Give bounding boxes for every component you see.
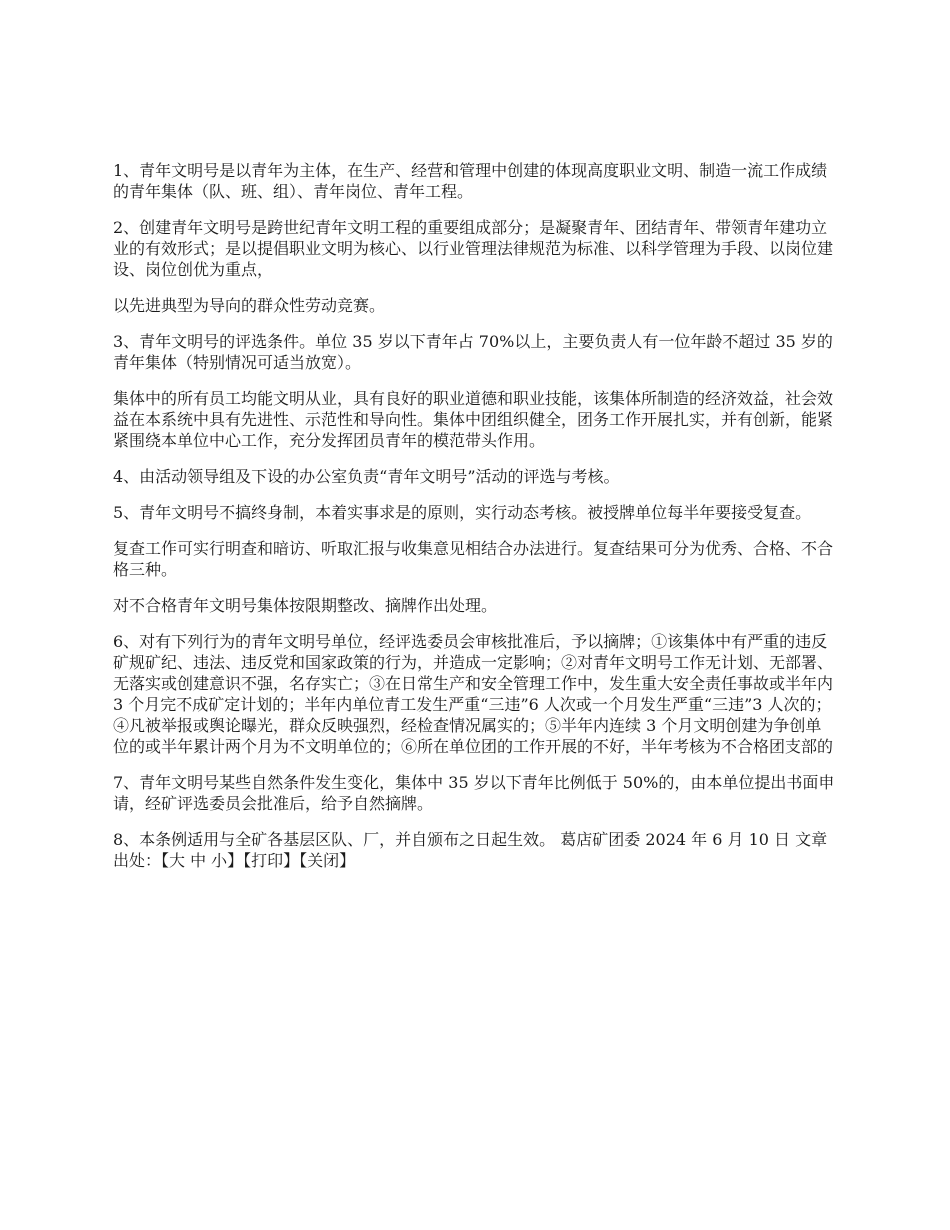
document-body bbox=[113, 160, 835, 886]
paragraph-4: 4、由活动领导组及下设的办公室负责“青年文明号”活动的评选与考核。 bbox=[113, 467, 620, 486]
paragraph-3-continued: 集体中的所有员工均能文明从业，具有良好的职业道德和职业技能，该集体所制造的经济效益，社会效益在本系统中具有先进性、示范性和导向性。集体中团组织健全，团务工作开展扎实，并有创新，能紧紧围绕本单位中心工作，充分发挥团员青年的模范带头作用。 bbox=[113, 389, 834, 450]
paragraph-6: 6、对有下列行为的青年文明号单位，经评选委员会审核批准后，予以摘牌；①该集体中有严重的违反矿规矿纪、违法、违反党和国家政策的行为，并造成一定影响；②对青年文明号工作无计划、无部署、无落实或创建意识不强，名存实亡；③在日常生产和安全管理工作中，发生重大安全责任事故或半年内 3 个月完不成矿定计划的；半年内单位青工发生严重“三违”6 人次或一个月发生严重“三违”3 人次的；④凡被举报或舆论曝光，群众反映强烈，经检查情况属实的；⑤半年内连续 3 个月文明创建为争创单位的或半年累计两个月为不文明单位的；⑥所在单位团的工作开展的不好，半年考核为不合格团支部的 bbox=[113, 632, 834, 756]
paragraph-3: 3、青年文明号的评选条件。单位 35 岁以下青年占 70%以上，主要负责人有一位年龄不超过 35 岁的青年集体（特别情况可适当放宽）。 bbox=[113, 332, 833, 372]
paragraph-7: 7、青年文明号某些自然条件发生变化，集体中 35 岁以下青年比例低于 50%的，由本单位提出书面申请，经矿评选委员会批准后，给予自然摘牌。 bbox=[113, 773, 835, 813]
paragraph-5: 5、青年文明号不搞终身制，本着实事求是的原则，实行动态考核。被授牌单位每半年要接受复查。 bbox=[113, 503, 812, 522]
paragraph-2: 2、创建青年文明号是跨世纪青年文明工程的重要组成部分；是凝聚青年、团结青年、带领青年建功立业的有效形式；是以提倡职业文明为核心、以行业管理法律规范为标准、以科学管理为手段、以岗位建设、岗位创优为重点， bbox=[113, 218, 834, 279]
paragraph-5-handling: 对不合格青年文明号集体按限期整改、摘牌作出处理。 bbox=[113, 596, 498, 615]
paragraph-8: 8、本条例适用与全矿各基层区队、厂，并自颁布之日起生效。 葛店矿团委 2024 年 6 月 10 日 文章出处：【大 中 小】【打印】【关闭】 bbox=[113, 830, 828, 870]
paragraph-1: 1、青年文明号是以青年为主体，在生产、经营和管理中创建的体现高度职业文明、制造一流工作成绩的青年集体（队、班、组）、青年岗位、青年工程。 bbox=[113, 161, 828, 201]
paragraph-2-continued: 以先进典型为导向的群众性劳动竞赛。 bbox=[113, 296, 386, 315]
paragraph-5-review: 复查工作可实行明查和暗访、听取汇报与收集意见相结合办法进行。复查结果可分为优秀、合格、不合格三种。 bbox=[113, 539, 834, 579]
